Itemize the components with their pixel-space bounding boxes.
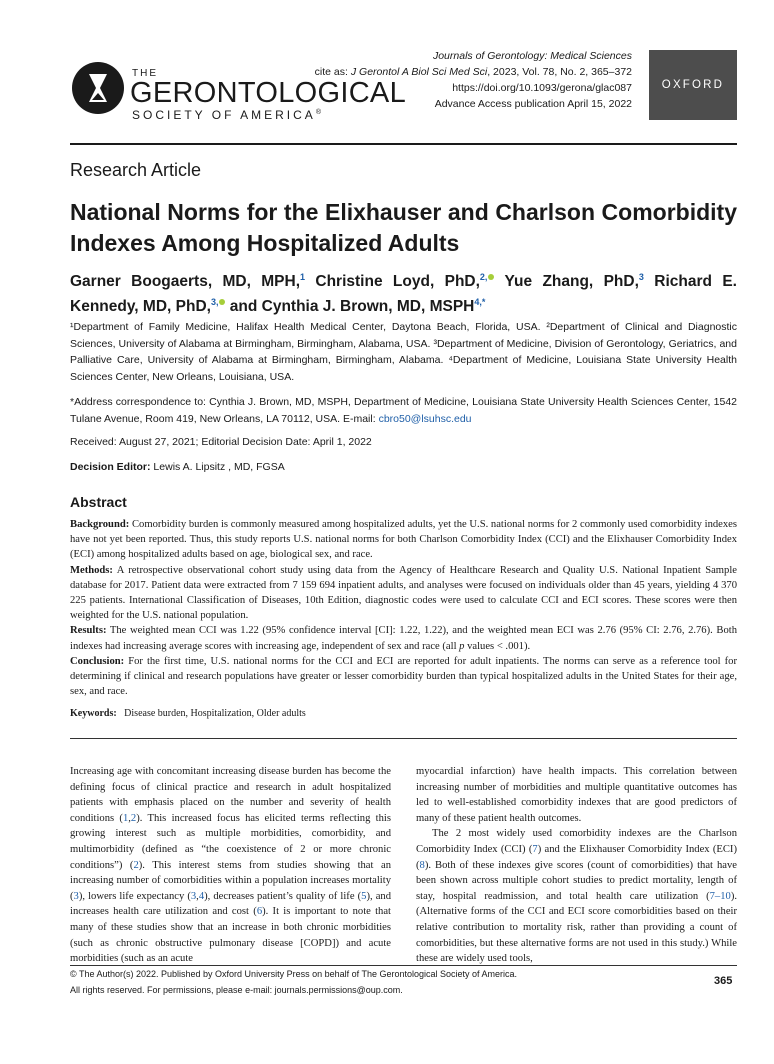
ref-link-8[interactable]: 8 — [419, 859, 425, 871]
body-text: ), decreases patient’s quality of life ( — [204, 890, 362, 902]
body-text: ), and increases health care utilization and cost ( — [70, 890, 391, 918]
page-number: 365 — [714, 975, 733, 987]
article-title: National Norms for the Elixhauser and Charlson Comorbidity Indexes Among Hospitalized Adults — [70, 199, 737, 256]
ref-link-3b[interactable]: 3 — [190, 890, 197, 902]
abstract-methods — [70, 563, 737, 624]
results-text: The weighted mean CCI was 1.22 (95% confidence interval [CI]: 1.22, 1.22), and the weighted mean ECI was 2.76 (95% CI: 2.76, 2.76). Both indexes had increasing average scores with increasing age, independent of sex and race (all — [70, 625, 737, 652]
results-p: p — [459, 640, 465, 652]
body-text: ). This increased focus has elicited terms reflecting this growing interest such as multiple morbidities, comorbidity, and multimorbidity (defined as “the coexistence of 2 or more chronic conditions”) ( — [70, 812, 391, 871]
gsa-logo-icon — [72, 62, 124, 114]
affiliations: ¹Department of Family Medicine, Halifax Health Medical Center, Daytona Beach, Florida, USA. ²Department of Clinical and Diagnostic Sciences, University of Alabama at Birmingham, Birmingham, Alabama, USA. ³Department of Medicine, Division of Gerontology, Geriatrics, and Palliative Care, University of Alabama at Birmingham, Birmingham, Alabama. ⁴Department of Medicine, Louisiana State University Health Sciences Center, New Orleans, Louisiana, USA. — [70, 321, 737, 383]
body-text: ). (Alternative forms of the CCI and ECI score comorbidities based on their relative contribution to mortality risk, rather than providing a count of comorbidities, but these alternative forms are not used in this study.) While these are widely used tools, — [416, 890, 737, 965]
author-4: Richard E. Kennedy, MD, PhD, — [70, 273, 737, 316]
logo-sub-text: SOCIETY OF AMERICA — [132, 108, 316, 122]
intro-paragraph: Increasing age with concomitant increasing disease burden has become the defining focus of clinical practice and research in adult hospitalized patients with emphasis placed on the number and severity of health conditions (1,2). This increased focus has elicited terms reflecting this growing interest such as multiple morbidities, comorbidity, and multimorbidity (defined as “the coexistence of 2 or more chronic conditions”) (2). This interest stems from studies showing that an increasing number of comorbidities within a population increases mortality (3), lowers life expectancy (3,4), decreases patient’s quality of life (5), and increases health care utilization and cost (6). It is important to note that many of these studies show that an increase in both chronic morbidities (such as chronic obstructive pulmonary disease [COPD]) and acute morbidities (such as an acute — [70, 766, 391, 965]
copyright: © The Author(s) 2022. Published by Oxford University Press on behalf of The Gerontological Society of America. — [70, 969, 518, 979]
ref-link-7-10[interactable]: 7–10 — [709, 890, 731, 902]
orcid-icon[interactable] — [488, 274, 494, 280]
ref-link-4[interactable]: 4 — [198, 890, 205, 902]
journal-name: Journals of Gerontology: Medical Sciences — [432, 50, 632, 62]
author-3-affil[interactable]: 3 — [638, 272, 644, 282]
author-1-affil[interactable]: 1 — [300, 272, 306, 282]
author-2: Christine Loyd, PhD, — [315, 273, 480, 291]
methods-label: Methods: — [70, 564, 113, 576]
ref-link-6[interactable]: 6 — [256, 906, 263, 918]
email-link[interactable]: cbro50@lsuhsc.edu — [378, 412, 472, 425]
decision-editor — [70, 461, 285, 473]
results-label: Results: — [70, 625, 107, 637]
doi-link[interactable]: https://doi.org/10.1093/gerona/glac087 — [452, 82, 632, 94]
author-4-affil[interactable]: 3, — [210, 297, 219, 308]
footer-divider — [70, 965, 737, 966]
ref-link-2[interactable]: 2 — [130, 812, 137, 824]
abstract-results — [70, 623, 737, 653]
author-list — [70, 267, 737, 317]
body-text: ) and the Elixhauser Comorbidity Index (ECI) ( — [416, 843, 737, 871]
cite-journal: J Gerontol A Biol Sci Med Sci — [350, 66, 488, 78]
orcid-icon[interactable] — [219, 299, 225, 305]
conclusion-label: Conclusion: — [70, 655, 125, 667]
logo-registered: ® — [315, 109, 321, 116]
author-5-affil[interactable]: 4,* — [474, 297, 486, 308]
logo-name: GERONTOLOGICAL — [130, 77, 407, 109]
body-text: ). This interest stems from studies showing that an increasing number of comorbidities within a population increases mortality ( — [70, 859, 391, 902]
abstract-divider — [70, 738, 737, 739]
abstract-heading: Abstract — [70, 494, 127, 510]
ref-link-2b[interactable]: 2 — [133, 859, 139, 871]
keywords-text: Disease burden, Hospitalization, Older adults — [124, 708, 306, 719]
ref-link-5[interactable]: 5 — [361, 890, 367, 902]
keywords — [70, 708, 306, 719]
editor-name: Lewis A. Lipsitz , MD, FGSA — [150, 461, 285, 473]
abstract-background — [70, 517, 737, 563]
logo-the: THE — [132, 68, 158, 79]
citation — [315, 64, 632, 80]
body-text: Increasing age with concomitant increasing disease burden has become the defining focus of clinical practice and research in adult hospitalized patients with emphasis placed on the number and severity of health conditions ( — [70, 766, 391, 824]
conclusion-text: For the first time, U.S. national norms for the CCI and ECI are reported for adult inpatients. The norms can serve as a reference tool for determining if clinical and research populations have greater or lesser comorbidity burden than typical hospitalized adults in the United States for their age, sex, and race. — [70, 655, 737, 698]
author-2-affil[interactable]: 2, — [479, 272, 488, 282]
header-divider — [70, 143, 737, 145]
logo-subtitle — [132, 108, 321, 122]
keywords-label: Keywords: — [70, 708, 117, 719]
abstract-conclusion — [70, 654, 737, 700]
journal-info — [315, 48, 632, 112]
methods-text: A retrospective observational cohort study using data from the Agency of Healthcare Research and Quality U.S. National Inpatient Sample database for 2017. Patient data were extracted from 7 159 694 inpatient adults, and analyses were focused on individuals older than 45 years, yielding 4 370 225 patients. International Classification of Diseases, 10th Edition, diagnostic codes were used to calculate CCI and ECI scores. These scores were then weighted for the U.S. national population. — [70, 564, 737, 622]
cite-rest: , 2023, Vol. 78, No. 2, 365–372 — [487, 66, 632, 78]
received-dates: Received: August 27, 2021; Editorial Decision Date: April 1, 2022 — [70, 436, 372, 448]
background-label: Background: — [70, 519, 130, 530]
intro-continued: myocardial infarction) have health impacts. This correlation between increasing number of morbidities and multiple quantitative outcomes has led to well-established comorbidity indexes that are good predictors of many of these patient health outcomes. — [416, 766, 737, 824]
body-column-left — [70, 764, 391, 967]
body-text: The 2 most widely used comorbidity indexes are the Charlson Comorbidity Index (CCI) ( — [416, 828, 737, 855]
correspondence-text: *Address correspondence to: Cynthia J. Brown, MD, MSPH, Department of Medicine, Louisiana State University Health Sciences Center, 1542 Tulane Avenue, Room 419, New Orleans, LA 70112, USA. E-mail: — [70, 396, 737, 425]
indexes-paragraph — [416, 826, 737, 966]
author-1: Garner Boogaerts, MD, MPH, — [70, 273, 301, 291]
permissions: All rights reserved. For permissions, please e-mail: journals.permissions@oup.com. — [70, 985, 403, 995]
oxford-logo: OXFORD — [649, 50, 737, 120]
author-3: Yue Zhang, PhD, — [504, 273, 639, 291]
editor-label: Decision Editor: — [70, 461, 151, 473]
ref-link-7[interactable]: 7 — [532, 843, 538, 855]
background-text: Comorbidity burden is commonly measured among hospitalized adults, yet the U.S. national norms for 2 commonly used comorbidity indexes have not yet been reported. Thus, this study reports U.S. national norms for both Charlson Comorbidity Index (CCI) and the Elixhauser Comorbidity Index (ECI) among hospitalized adults based on age, biological sex, and race. — [70, 519, 737, 561]
body-text: ). It is important to note that many of these studies show that an increase in both chronic morbidities (such as chronic obstructive pulmonary disease [COPD]) and acute morbidities (such as an acute — [70, 906, 391, 965]
abstract-body — [70, 517, 737, 699]
body-text: ), lowers life expectancy ( — [78, 890, 191, 902]
ref-link-1[interactable]: 1 — [122, 812, 129, 824]
ref-link-3[interactable]: 3 — [73, 890, 79, 902]
results-text-end: values < .001). — [464, 640, 531, 652]
article-type: Research Article — [70, 160, 202, 180]
correspondence — [70, 394, 737, 427]
body-text: ). Both of these indexes give scores (count of comorbidities) that have been shown across multiple cohort studies to predict mortality, length of stay, hospital readmission, and total health care utilization ( — [416, 859, 737, 902]
author-5: and Cynthia J. Brown, MD, MSPH — [229, 298, 475, 316]
cite-prefix: cite as: — [314, 66, 351, 78]
advance-access: Advance Access publication April 15, 2022 — [434, 98, 632, 110]
body-column-right — [416, 764, 737, 967]
